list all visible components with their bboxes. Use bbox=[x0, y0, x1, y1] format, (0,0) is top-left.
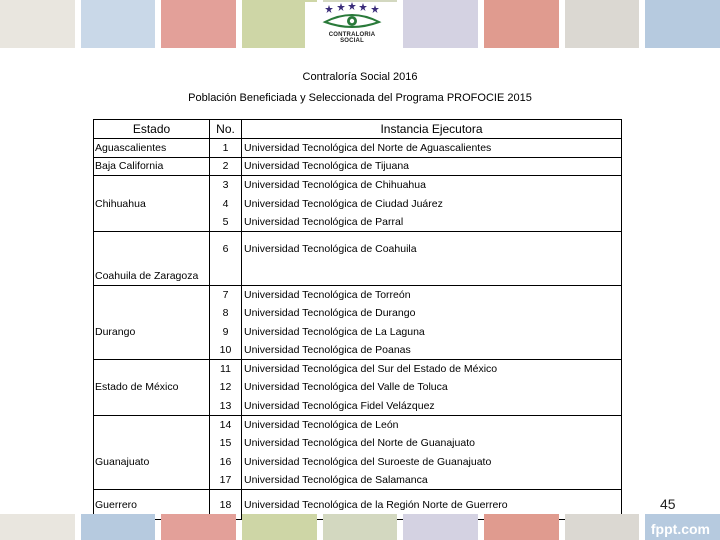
footer-stripe bbox=[484, 514, 559, 540]
table-row bbox=[94, 359, 622, 378]
number-cell: 4 bbox=[210, 194, 242, 213]
footer-stripe bbox=[161, 514, 236, 540]
table-row bbox=[94, 304, 622, 323]
estado-cell: Aguascalientes bbox=[94, 139, 210, 158]
table-row bbox=[94, 415, 622, 434]
instancia-cell: Universidad Tecnológica de Durango bbox=[242, 304, 622, 323]
table-row bbox=[94, 285, 622, 304]
estado-cell bbox=[94, 341, 210, 360]
number-cell: 10 bbox=[210, 341, 242, 360]
instancia-cell: Universidad Tecnológica de León bbox=[242, 415, 622, 434]
number-cell: 16 bbox=[210, 452, 242, 471]
brand-watermark: fppt.com bbox=[650, 521, 710, 537]
instancia-cell: Universidad Tecnológica de Torreón bbox=[242, 285, 622, 304]
table-row bbox=[94, 471, 622, 490]
table-header-row bbox=[94, 120, 622, 139]
table-row bbox=[94, 397, 622, 416]
number-cell: 18 bbox=[210, 490, 242, 520]
number-cell: 12 bbox=[210, 378, 242, 397]
instancia-cell: Universidad Tecnológica Fidel Velázquez bbox=[242, 397, 622, 416]
instancia-cell: Universidad Tecnológica de Tijuana bbox=[242, 157, 622, 176]
estado-cell bbox=[94, 359, 210, 378]
instancia-cell: Universidad Tecnológica del Norte de Aguascalientes bbox=[242, 139, 622, 158]
contraloria-social-logo bbox=[305, 2, 399, 48]
estado-cell: Chihuahua bbox=[94, 194, 210, 213]
instancia-cell: Universidad Tecnológica de Parral bbox=[242, 213, 622, 232]
estado-cell: Guanajuato bbox=[94, 452, 210, 471]
footer-stripe bbox=[565, 514, 640, 540]
header-stripe bbox=[0, 0, 75, 48]
instancia-cell: Universidad Tecnológica del Sur del Estado de México bbox=[242, 359, 622, 378]
number-cell: 3 bbox=[210, 176, 242, 195]
estado-cell: Estado de México bbox=[94, 378, 210, 397]
estado-cell: Guerrero bbox=[94, 490, 210, 520]
eye-stars-icon bbox=[317, 2, 387, 32]
header-stripe bbox=[645, 0, 720, 48]
logo-text-line2: SOCIAL bbox=[340, 38, 364, 44]
page-number: 45 bbox=[660, 496, 676, 512]
number-cell: 17 bbox=[210, 471, 242, 490]
table-row bbox=[94, 266, 622, 285]
instancia-cell: Universidad Tecnológica de Chihuahua bbox=[242, 176, 622, 195]
estado-cell: Baja California bbox=[94, 157, 210, 176]
table-row bbox=[94, 231, 622, 266]
header-stripe bbox=[565, 0, 640, 48]
footer-stripe bbox=[323, 514, 398, 540]
instancia-cell: Universidad Tecnológica de Ciudad Juárez bbox=[242, 194, 622, 213]
instancia-cell: Universidad Tecnológica de Poanas bbox=[242, 341, 622, 360]
estado-cell bbox=[94, 285, 210, 304]
number-cell: 2 bbox=[210, 157, 242, 176]
header-stripe bbox=[81, 0, 156, 48]
instancia-cell: Universidad Tecnológica de La Laguna bbox=[242, 322, 622, 341]
table-row bbox=[94, 139, 622, 158]
instancia-cell: Universidad Tecnológica de Coahuila bbox=[242, 231, 622, 266]
number-cell: 13 bbox=[210, 397, 242, 416]
estado-cell bbox=[94, 471, 210, 490]
table-row bbox=[94, 378, 622, 397]
header-stripe bbox=[484, 0, 559, 48]
number-cell: 1 bbox=[210, 139, 242, 158]
estado-cell: Coahuila de Zaragoza bbox=[94, 266, 210, 285]
number-cell: 6 bbox=[210, 231, 242, 266]
instancia-cell: Universidad Tecnológica de Salamanca bbox=[242, 471, 622, 490]
number-cell: 9 bbox=[210, 322, 242, 341]
footer-stripe bbox=[0, 514, 75, 540]
instancia-cell: Universidad Tecnológica del Valle de Toluca bbox=[242, 378, 622, 397]
table-row bbox=[94, 157, 622, 176]
beneficiaries-table bbox=[93, 119, 622, 520]
table-row bbox=[94, 341, 622, 360]
number-cell: 5 bbox=[210, 213, 242, 232]
page-subtitle: Población Beneficiada y Seleccionada del Programa PROFOCIE 2015 bbox=[188, 92, 532, 104]
header-stripe bbox=[403, 0, 478, 48]
instancia-cell: Universidad Tecnológica del Suroeste de Guanajuato bbox=[242, 452, 622, 471]
estado-cell bbox=[94, 415, 210, 434]
table-row bbox=[94, 213, 622, 232]
table-row bbox=[94, 322, 622, 341]
estado-cell: Durango bbox=[94, 322, 210, 341]
table-row bbox=[94, 176, 622, 195]
number-cell: 11 bbox=[210, 359, 242, 378]
number-cell bbox=[210, 266, 242, 285]
number-cell: 14 bbox=[210, 415, 242, 434]
estado-cell bbox=[94, 176, 210, 195]
table-row bbox=[94, 452, 622, 471]
table-row bbox=[94, 194, 622, 213]
instancia-cell bbox=[242, 266, 622, 285]
estado-cell bbox=[94, 397, 210, 416]
header-stripe bbox=[161, 0, 236, 48]
footer-stripe bbox=[242, 514, 317, 540]
estado-cell bbox=[94, 231, 210, 266]
instancia-cell: Universidad Tecnológica de la Región Norte de Guerrero bbox=[242, 490, 622, 520]
table-row bbox=[94, 434, 622, 453]
footer-stripe bbox=[81, 514, 156, 540]
footer-stripes bbox=[0, 514, 720, 540]
column-header-instancia: Instancia Ejecutora bbox=[242, 120, 622, 139]
page-title: Contraloría Social 2016 bbox=[302, 71, 418, 83]
estado-cell bbox=[94, 213, 210, 232]
number-cell: 8 bbox=[210, 304, 242, 323]
instancia-cell: Universidad Tecnológica del Norte de Guanajuato bbox=[242, 434, 622, 453]
number-cell: 15 bbox=[210, 434, 242, 453]
column-header-no: No. bbox=[210, 120, 242, 139]
estado-cell bbox=[94, 304, 210, 323]
footer-stripe bbox=[403, 514, 478, 540]
logo-text-line1: CONTRALORIA bbox=[328, 32, 376, 38]
number-cell: 7 bbox=[210, 285, 242, 304]
column-header-estado: Estado bbox=[94, 120, 210, 139]
estado-cell bbox=[94, 434, 210, 453]
